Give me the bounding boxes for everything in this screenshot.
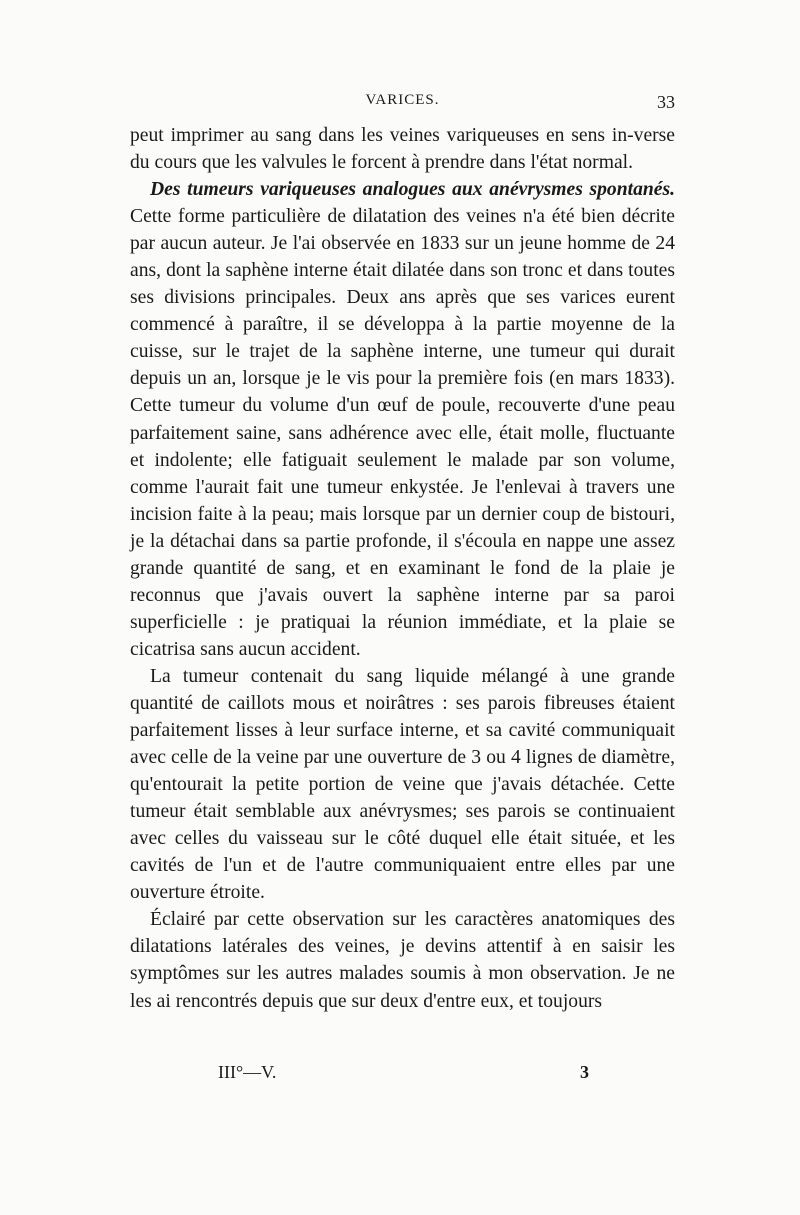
paragraph-tumor-contents bbox=[130, 663, 675, 906]
paragraph-text: Éclairé par cette observation sur les caractères anatomiques des dilatations latérales des veines, je devins attentif à en saisir les symptômes sur les autres malades soumis à mon observation. Je ne les ai rencontrés depuis que sur deux d'entre eux, et toujours bbox=[130, 909, 675, 1012]
paragraph-text: La tumeur contenait du sang liquide mélangé à une grande quantité de caillots mous et noirâtres : ses parois fibreuses étaient parfaitement lisses à leur surface interne, et sa cavité communiquait avec celle de la veine par une ouverture de 3 ou 4 lignes de diamètre, qu'entourait la petite portion de veine que j'avais détachée. Cette tumeur était semblable aux anévrysmes; ses parois se continuaient avec celles du vaisseau sur le côté duquel elle était située, et les cavités de l'un et de l'autre communiquaient entre elles par une ouverture étroite. bbox=[130, 665, 675, 904]
body-text bbox=[130, 122, 675, 1015]
running-title: VARICES. bbox=[365, 92, 440, 108]
page-footer bbox=[130, 1062, 675, 1086]
paragraph-observation bbox=[130, 906, 675, 1014]
paragraph-varicose-tumors bbox=[130, 176, 675, 663]
running-head bbox=[130, 92, 675, 114]
sheet-number: 3 bbox=[580, 1062, 589, 1082]
page-number: 33 bbox=[657, 92, 675, 112]
printer-signature: III°—V. bbox=[218, 1062, 277, 1082]
section-heading: Des tumeurs variqueuses analogues aux anévrysmes spontanés. bbox=[150, 179, 675, 201]
paragraph-continuation bbox=[130, 122, 675, 176]
paragraph-text: peut imprimer au sang dans les veines variqueuses en sens in-verse du cours que les valvules le forcent à prendre dans l'état normal. bbox=[130, 125, 675, 174]
paragraph-text: Cette forme particulière de dilatation des veines n'a été bien décrite par aucun auteur. Je l'ai observée en 1833 sur un jeune homme de 24 ans, dont la saphène interne était dilatée dans son tronc et dans toutes ses divisions principales. Deux ans après que ses varices eurent commencé à paraître, il se développa à la partie moyenne de la cuisse, sur le trajet de la saphène interne, une tumeur qui durait depuis un an, lorsque je le vis pour la première fois (en mars 1833). Cette tumeur du volume d'un œuf de poule, recouverte d'une peau parfaitement saine, sans adhérence avec elle, était molle, fluctuante et indolente; elle fatiguait seulement le malade par son volume, comme l'aurait fait une tumeur enkystée. Je l'enlevai à travers une incision faite à la peau; mais lorsque par un dernier coup de bistouri, je la détachai dans sa partie profonde, il s'écoula en nappe une assez grande quantité de sang, et en examinant le fond de la plaie je reconnus que j'avais ouvert la saphène interne par sa paroi superficielle : je pratiquai la réunion immédiate, et la plaie se cicatrisa sans aucun accident. bbox=[130, 206, 675, 660]
